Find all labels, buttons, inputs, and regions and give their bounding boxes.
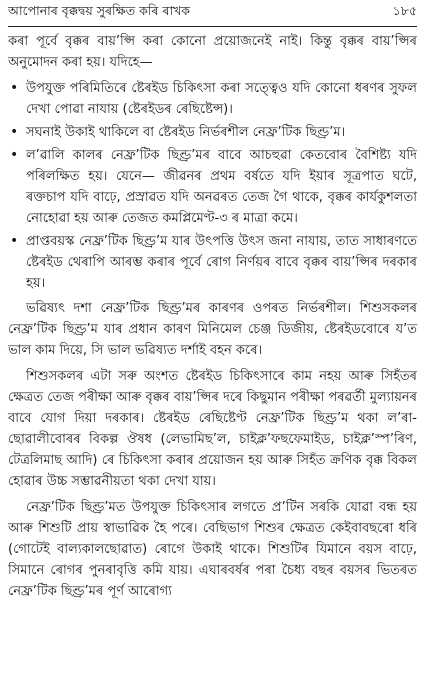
list-item-text: ল’ৱালি কালৰ নেফ্ৰ’টিক ছিণ্ড্ৰ’মৰ বাবে আচহুৱা কেতবোৰ বৈশিষ্ট্য যদি পৰিলক্ষিত হয়। যেনে— জীৱনৰ প্ৰথম বৰ্ষতে যদি ইয়াৰ সূত্ৰপাত ঘটে, ৰক্তচাপ যদি বাঢ়ে, প্ৰস্ৰাৱত যদি অনৱৰত তেজ গৈ থাকে, বৃক্কৰ কাৰ্যকুশলতা নোহোৱা হয় আৰু তেজত কমপ্লিমেণ্ট-৩ ৰ মাত্ৰা কমে। (26, 148, 417, 226)
bullet-icon: • (10, 124, 19, 140)
list-item (8, 145, 417, 229)
page-number: ১৮৫ (392, 3, 417, 18)
bullet-icon: • (10, 233, 19, 249)
outcome-paragraph: নেফ্ৰ’টিক ছিণ্ড্ৰ’মত উপযুক্ত চিকিৎসাৰ লগতে প্ৰ’টিন সৰকি যোৱা বন্ধ হয় আৰু শিশুটি প্ৰায় স্বাভাৱিক হৈ পৰে। বেছিভাগ শিশুৰ ক্ষেত্ৰত কেইবাবছৰো ধৰি (গোটেই বাল্যকালছোৱাত) ৰোগে উকাই থাকে। শিশুটিৰ যিমানে বয়স বাঢ়ে, সিমানে ৰোগৰ পুনৰাবৃত্তি কমি যায়। এঘাৰবৰ্ষৰ পৰা চৈধ্য বছৰ বয়সৰ ভিতৰত নেফ্ৰ’টিক ছিণ্ড্ৰ’মৰ পূৰ্ণ আৰোগ্য (8, 500, 417, 599)
list-item-text: সঘনাই উকাই থাকিলে বা ষ্টেৰইড নিৰ্ভৰশীল নেফ্ৰ’টিক ছিণ্ড্ৰ’ম। (26, 125, 346, 140)
list-item-text: প্ৰাপ্তবয়স্ক নেফ্ৰ’টিক ছিণ্ড্ৰ’ম যাৰ উৎপত্তি উৎস জনা নাযায়, তাত সাধাৰণতে ষ্টেৰইড থেৰাপি আৰম্ভ কৰাৰ পূৰ্বে ৰোগ নিৰ্ণয়ৰ বাবে বৃক্কৰ বায়’প্সিৰ দৰকাৰ হয়। (26, 234, 417, 291)
biopsy-indications-list (8, 78, 417, 294)
steroid-resistant-paragraph: শিশুসকলৰ এটা সৰু অংশত ষ্টেৰইড চিকিৎসাৰে কাম নহয় আৰু সিহঁতৰ ক্ষেত্ৰত তেজ পৰীক্ষা আৰু বৃক্কৰ বায়’প্সিৰ দৰে কিছুমান পৰীক্ষা পৰৱৰ্তী মুল্যায়নৰ বাবে যোগ দিয়া দৰকাৰ। ষ্টেৰইড ৰেছিষ্টেণ্ট নেফ্ৰ’টিক ছিণ্ড্ৰ’ম থকা ল’ৰা-ছোৱালীবোৰৰ বিকল্প ঔষধ (লেভামিছ’ল, চাইক্ল’ফছফেমাইড, চাইক্ল’স্প’ৰিণ, টেত্ৰলিমাছ আদি) ৰে চিকিৎসা কৰাৰ প্ৰয়োজন হয় আৰু সিহঁত ক্ৰণিক বৃক্ক বিকল হোৱাৰ উচ্চ সম্ভাৱনীয়তা থকা দেখা যায়। (8, 369, 417, 489)
list-item (8, 122, 417, 143)
bullet-icon: • (10, 147, 19, 163)
header-title: আপোনাৰ বৃক্কদ্বয় সুৰক্ষিত কৰি ৰাখক (8, 3, 191, 18)
intro-paragraph: কৰা পূৰ্বে বৃক্কৰ বায়’প্সি কৰা কোনো প্ৰয়োজনেই নাই। কিন্তু বৃক্কৰ বায়’প্সিৰ অনুমোদন কৰা হয়। যদিহে— (8, 34, 417, 70)
list-item (8, 78, 417, 120)
list-item (8, 231, 417, 294)
prognosis-paragraph: ভৱিষ্যৎ দশা নেফ্ৰ’টিক ছিণ্ড্ৰ’মৰ কাৰণৰ ওপৰত নিৰ্ভৰশীল। শিশুসকলৰ নেফ্ৰ’টিক ছিণ্ড্ৰ’ম যাৰ প্ৰধান কাৰণ মিনিমেল চেঞ্জ ডিজীয়, ষ্টেৰইডবোৰে য’ত ভাল কাম দিয়ে, সি ভাল ভৱিষ্যত দৰ্শাই বহন কৰে। (8, 301, 417, 358)
list-item-text: উপযুক্ত পৰিমিতিৰে ষ্টেৰইড চিকিৎসা কৰা সত্ত্বেও যদি কোনো ধৰণৰ সুফল দেখা পোৱা নাযায় (ষ্টেৰইডৰ ৰেছিষ্টেন্স)। (26, 81, 417, 117)
body-text (8, 31, 417, 607)
running-header (8, 0, 417, 27)
bullet-icon: • (10, 80, 19, 96)
